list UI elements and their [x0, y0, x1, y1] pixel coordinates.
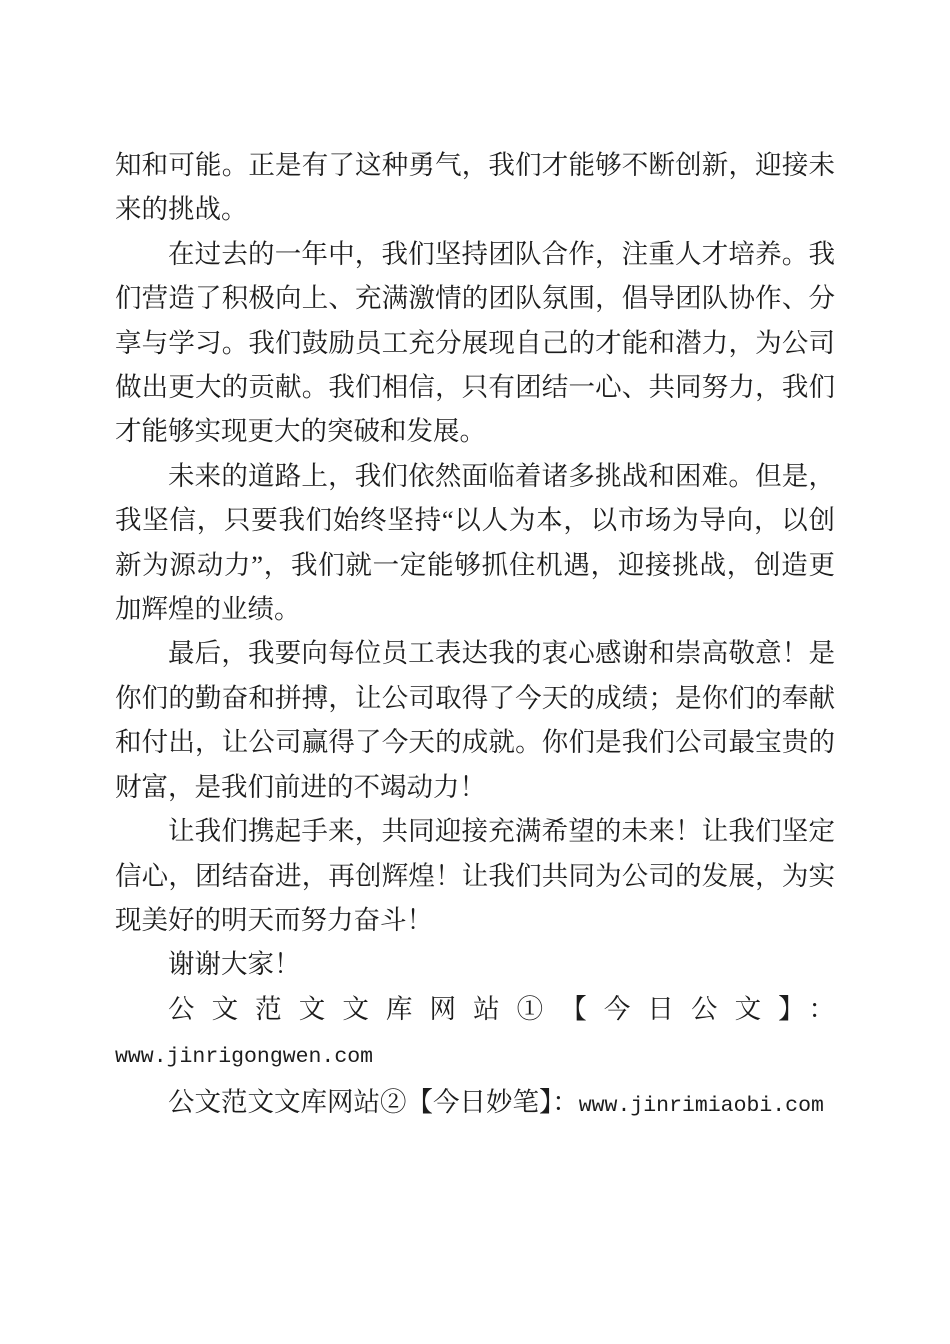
footer-link-1-url: www.jinrigongwen.com: [115, 1045, 374, 1070]
footer-link-2: [115, 1080, 835, 1128]
footer-link-2-label: 公文范文文库网站②【今日妙笔】：: [168, 1086, 579, 1117]
footer-link-1-label: 公文范文文库网站①【今日公文】：: [168, 993, 835, 1024]
body-paragraph-teamwork: 在过去的一年中，我们坚持团队合作，注重人才培养。我们营造了积极向上、充满激情的团队氛围，倡导团队协作、分享与学习。我们鼓励员工充分展现自己的才能和潜力，为公司做出更大的贡献。我们相信，只有团结一心、共同努力，我们才能够实现更大的突破和发展。: [115, 238, 835, 447]
body-paragraph-courage: 知和可能。正是有了这种勇气，我们才能够不断创新，迎接未来的挑战。: [115, 150, 835, 225]
body-paragraph-call-to-action: 让我们携起手来，共同迎接充满希望的未来！让我们坚定信心，团结奋进，再创辉煌！让我们共同为公司的发展，为实现美好的明天而努力奋斗！: [115, 816, 835, 935]
footer-link-1: [115, 987, 835, 1080]
body-paragraph-future-road: 未来的道路上，我们依然面临着诸多挑战和困难。但是，我坚信，只要我们始终坚持“以人为本，以市场为导向，以创新为源动力”，我们就一定能够抓住机遇，迎接挑战，创造更加辉煌的业绩。: [115, 460, 835, 625]
closing-thanks: 谢谢大家！: [168, 949, 301, 980]
body-paragraph-gratitude: 最后，我要向每位员工表达我的衷心感谢和崇高敬意！是你们的勤奋和拼搏，让公司取得了今天的成绩；是你们的奉献和付出，让公司赢得了今天的成就。你们是我们公司最宝贵的财富，是我们前进的不竭动力！: [115, 638, 835, 802]
footer-link-2-url: www.jinrimiaobi.com: [578, 1093, 824, 1118]
